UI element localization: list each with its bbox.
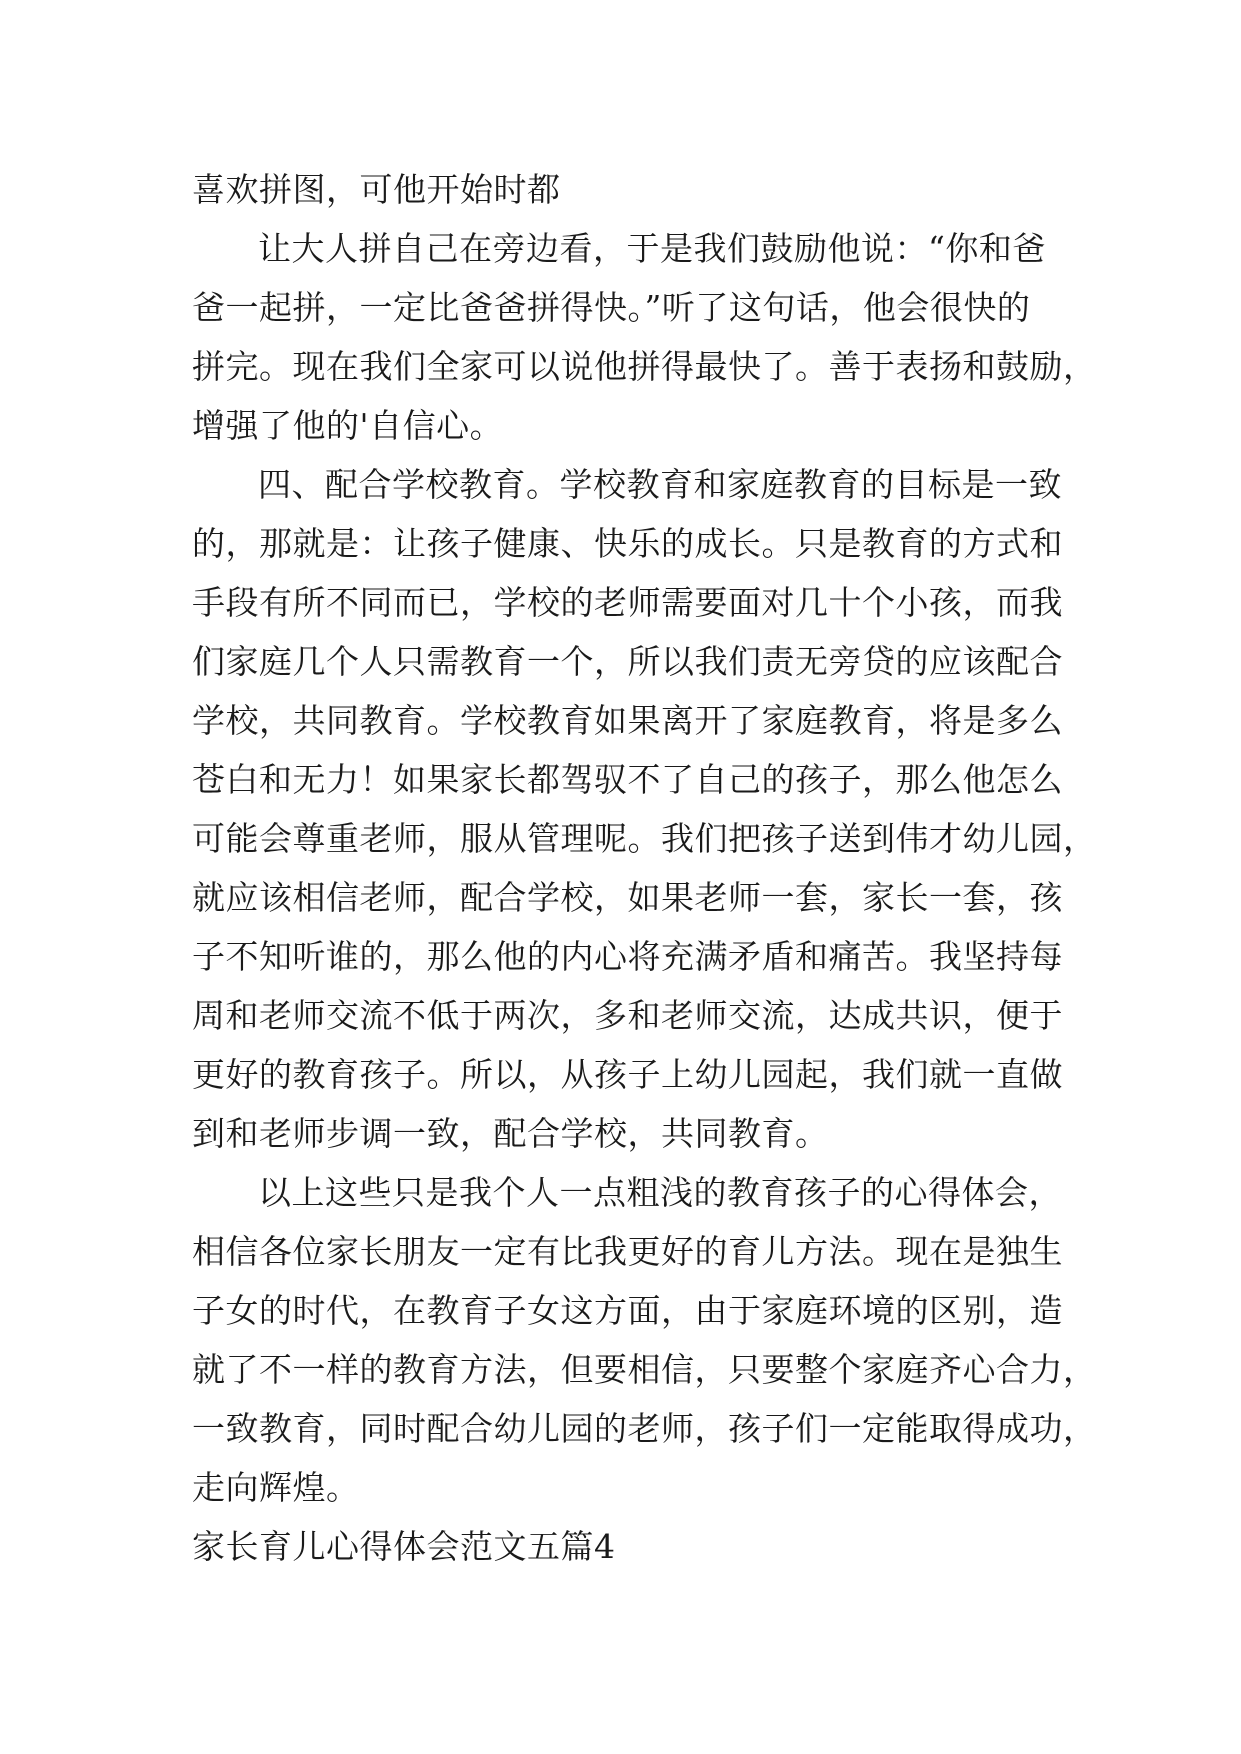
text-line: 爸一起拼，一定比爸爸拼得快。”听了这句话，他会很快的 (192, 288, 1031, 327)
text-line: 的，那就是：让孩子健康、快乐的成长。只是教育的方式和 (192, 524, 1063, 563)
text-line: 手段有所不同而已，学校的老师需要面对几十个小孩，而我 (192, 583, 1063, 622)
text-line: 可能会尊重老师，服从管理呢。我们把孩子送到伟才幼儿园， (192, 819, 1097, 858)
text-line: 们家庭几个人只需教育一个，所以我们责无旁贷的应该配合 (192, 642, 1063, 681)
text-line: 苍白和无力！如果家长都驾驭不了自己的孩子，那么他怎么 (192, 760, 1063, 799)
text-line: 到和老师步调一致，配合学校，共同教育。 (192, 1114, 829, 1153)
text-line: 四、配合学校教育。学校教育和家庭教育的目标是一致 (258, 465, 1062, 504)
text-line: 子不知听谁的，那么他的内心将充满矛盾和痛苦。我坚持每 (192, 937, 1063, 976)
text-line: 喜欢拼图，可他开始时都 (192, 170, 561, 209)
text-line: 周和老师交流不低于两次，多和老师交流，达成共识，便于 (192, 996, 1063, 1035)
text-line: 学校，共同教育。学校教育如果离开了家庭教育，将是多么 (192, 701, 1063, 740)
document-body (192, 160, 1097, 1576)
text-line: 拼完。现在我们全家可以说他拼得最快了。善于表扬和鼓励， (192, 347, 1097, 386)
text-line: 更好的教育孩子。所以，从孩子上幼儿园起，我们就一直做 (192, 1055, 1063, 1094)
text-line: 一致教育，同时配合幼儿园的老师，孩子们一定能取得成功， (192, 1409, 1097, 1448)
text-line: 以上这些只是我个人一点粗浅的教育孩子的心得体会， (258, 1173, 1062, 1212)
text-line: 增强了他的'自信心。 (192, 406, 504, 445)
text-line: 就了不一样的教育方法，但要相信，只要整个家庭齐心合力， (192, 1350, 1097, 1389)
section-heading: 家长育儿心得体会范文五篇4 (192, 1527, 616, 1566)
text-line: 子女的时代，在教育子女这方面，由于家庭环境的区别，造 (192, 1291, 1063, 1330)
text-line: 就应该相信老师，配合学校，如果老师一套，家长一套，孩 (192, 878, 1063, 917)
text-line: 让大人拼自己在旁边看，于是我们鼓励他说：“你和爸 (258, 229, 1046, 268)
text-line: 相信各位家长朋友一定有比我更好的育儿方法。现在是独生 (192, 1232, 1063, 1271)
text-line: 走向辉煌。 (192, 1468, 360, 1507)
